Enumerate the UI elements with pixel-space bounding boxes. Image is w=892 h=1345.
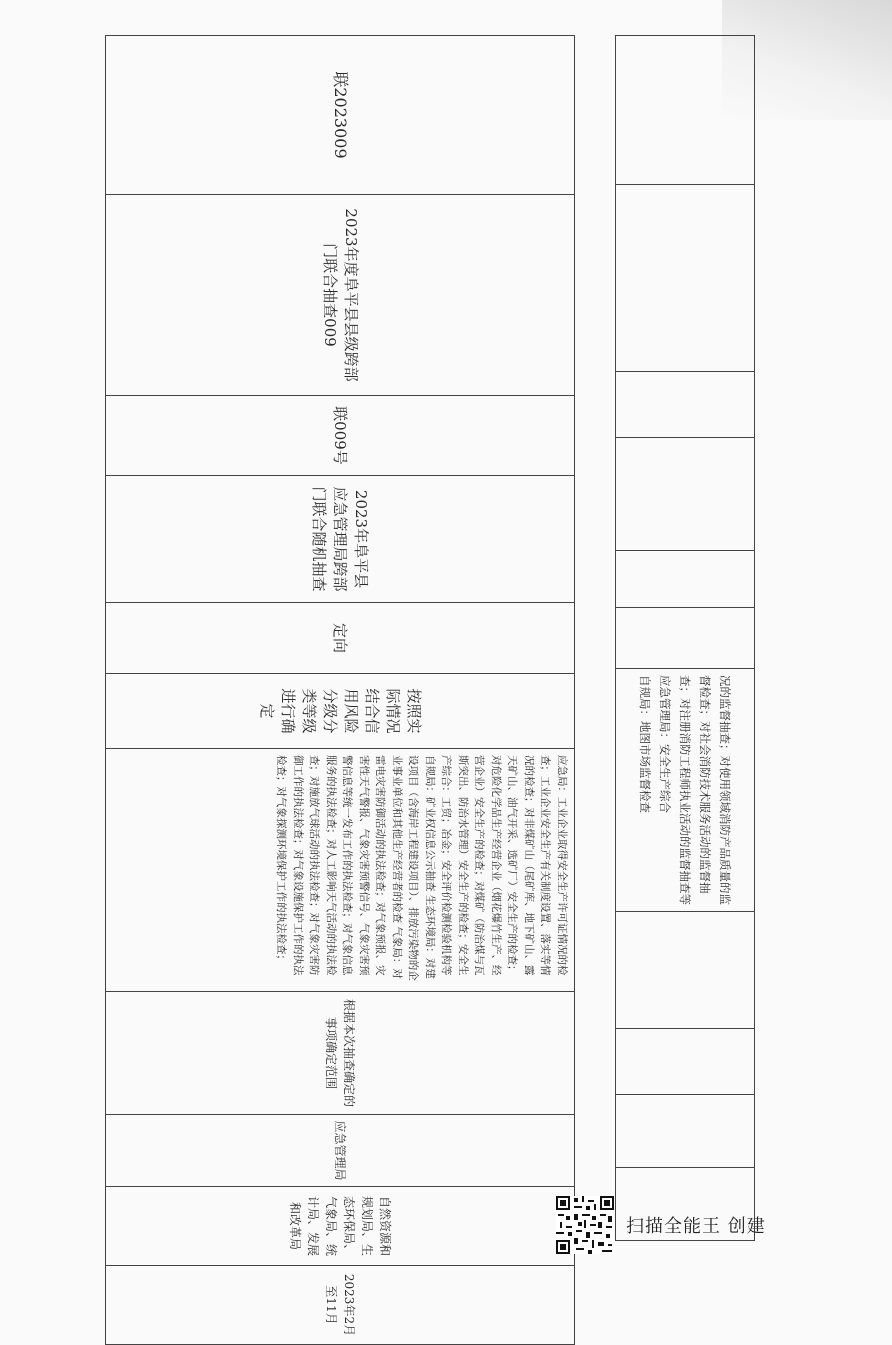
name-text: 2023年度阜平县县级跨部门联合抽查009 (321, 208, 360, 382)
cell-lead (106, 1115, 575, 1187)
cell-items (106, 749, 575, 992)
cell-number (616, 372, 755, 438)
code-text: 联2023009 (331, 71, 350, 159)
cell-type (106, 603, 575, 674)
cell-partners (616, 1095, 755, 1168)
cell-scope (106, 992, 575, 1115)
table-row (106, 36, 575, 1345)
cell-partners (106, 1187, 575, 1266)
items-line3: 自规局：地图市场监督检查 (638, 675, 652, 813)
basis-text: 按照实际情况结合信用风险分级分类等级进行确定 (258, 688, 423, 734)
period-text: 2023年2月至11月 (324, 1273, 356, 1337)
cell-name (616, 185, 755, 372)
cell-basis (616, 608, 755, 669)
table-top-fragment (615, 35, 755, 1241)
cell-name (106, 195, 575, 396)
cell-number (106, 396, 575, 476)
cell-type (616, 551, 755, 608)
cell-scope (616, 912, 755, 1029)
qr-code-icon (556, 1196, 614, 1254)
cell-period (106, 1266, 575, 1345)
items-line2: 应急管理局：安全生产综合 (658, 675, 672, 813)
number-text: 联009号 (331, 406, 350, 465)
scope-text: 根据本次抽查确定的事项确定范围 (324, 998, 356, 1107)
cell-items (616, 669, 755, 912)
table-main (105, 35, 575, 1345)
cell-code (106, 36, 575, 195)
watermark-text: 扫描全能王 创建 (626, 1216, 766, 1237)
content-text: 应急局：工业企业取得安全生产许可证情况的检查；工业企业安全生产有关制度设置、落实等情况的检查；对非煤矿山（尾矿库、地下矿山、露天矿山、油气开采、选矿厂）安全生产的检查；对危险化学品生产经营企业（烟花爆竹生产、经营企业）安全生产的检查；对煤矿（防治煤与瓦斯突出、防治水管理）安全生产的检查；安全生产综合：工贸；冶金；安全评价检测检验机构等 自规局：矿业权信息公示抽查 生态环境局：对建设项目（含海岸工程建设项目）、排放污染物的企业事业单位和其他生产经营者的检查 气象局：对雷电灾害防御活动的执法检查；对气象预报、灾害性天气警报、气象灾害预警信号、气象灾害预警信息等统一发布工作的执法检查；对气象信息服务的执法检查；对人工影响天气活动的执法检查；对施放气球活动的执法检查；对气象灾害防御工作的执法检查；对气象设施保护工作的执法检查；对气象探测环境保护工作的执法检查； (275, 755, 568, 981)
cell-plan (106, 476, 575, 603)
lead-text: 应急管理局 (333, 1120, 347, 1181)
table-row (616, 36, 755, 1241)
cell-plan (616, 438, 755, 551)
type-text: 定向 (331, 622, 350, 653)
scanner-watermark (556, 1196, 766, 1254)
items-text: 况的监督抽查；对使用领域消防产品质量的监督检查；对社会消防技术服务活动的监督抽查；对注册消防工程师执业活动的监督抽查等 (678, 675, 732, 905)
cell-lead (616, 1029, 755, 1095)
cell-code (616, 36, 755, 185)
partners-text: 自然资源和规划局、生态环保局、气象局、统计局、发展和改革局 (288, 1195, 392, 1256)
cell-basis (106, 674, 575, 749)
plan-text: 2023年阜平县应急管理局跨部门联合随机抽查 (310, 486, 371, 592)
